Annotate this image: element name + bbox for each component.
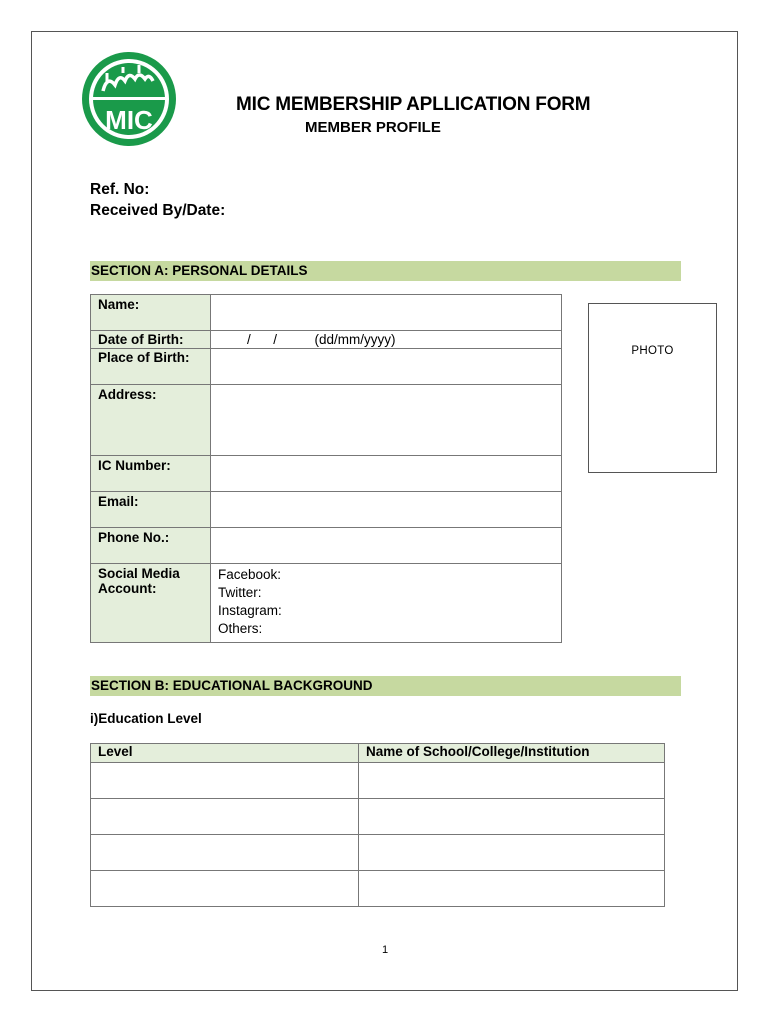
ic-number-label: IC Number: xyxy=(91,456,211,492)
instagram-label: Instagram: xyxy=(218,603,282,618)
school-cell[interactable] xyxy=(359,799,665,835)
phone-label: Phone No.: xyxy=(91,528,211,564)
svg-text:MIC: MIC xyxy=(105,105,153,135)
personal-details-table xyxy=(90,294,562,643)
education-table xyxy=(90,743,665,907)
table-row xyxy=(91,871,665,907)
facebook-label: Facebook: xyxy=(218,567,282,582)
dob-label: Date of Birth: xyxy=(91,331,211,349)
dob-field[interactable]: / / (dd/mm/yyyy) xyxy=(211,331,562,349)
education-level-label: i)Education Level xyxy=(90,711,202,726)
page-number: 1 xyxy=(381,944,389,956)
table-row xyxy=(91,799,665,835)
social-media-label xyxy=(91,564,211,643)
email-label: Email: xyxy=(91,492,211,528)
table-row xyxy=(91,835,665,871)
level-cell[interactable] xyxy=(91,871,359,907)
school-cell[interactable] xyxy=(359,871,665,907)
form-subtitle: MEMBER PROFILE xyxy=(305,119,441,136)
school-column-header: Name of School/College/Institution xyxy=(359,744,665,763)
pob-label: Place of Birth: xyxy=(91,349,211,385)
photo-box[interactable] xyxy=(588,303,717,473)
address-field[interactable] xyxy=(211,385,562,456)
table-row xyxy=(91,763,665,799)
level-cell[interactable] xyxy=(91,799,359,835)
school-cell[interactable] xyxy=(359,835,665,871)
received-by-label: Received By/Date: xyxy=(90,202,226,219)
mic-logo xyxy=(79,51,179,147)
phone-field[interactable] xyxy=(211,528,562,564)
pob-field[interactable] xyxy=(211,349,562,385)
social-media-label-line2: Account: xyxy=(98,581,157,596)
name-field[interactable] xyxy=(211,295,562,331)
social-media-field[interactable] xyxy=(211,564,562,643)
level-column-header: Level xyxy=(91,744,359,763)
photo-label: PHOTO xyxy=(631,345,674,357)
social-media-label-line1: Social Media xyxy=(98,566,180,581)
twitter-label: Twitter: xyxy=(218,585,262,600)
school-cell[interactable] xyxy=(359,763,665,799)
ref-no-label: Ref. No: xyxy=(90,181,150,198)
level-cell[interactable] xyxy=(91,763,359,799)
ic-number-field[interactable] xyxy=(211,456,562,492)
others-label: Others: xyxy=(218,621,263,636)
section-a-heading: SECTION A: PERSONAL DETAILS xyxy=(90,261,681,281)
level-cell[interactable] xyxy=(91,835,359,871)
address-label: Address: xyxy=(91,385,211,456)
form-title: MIC MEMBERSHIP APLLICATION FORM xyxy=(236,94,591,115)
email-field[interactable] xyxy=(211,492,562,528)
section-b-heading: SECTION B: EDUCATIONAL BACKGROUND xyxy=(90,676,681,696)
name-label: Name: xyxy=(91,295,211,331)
